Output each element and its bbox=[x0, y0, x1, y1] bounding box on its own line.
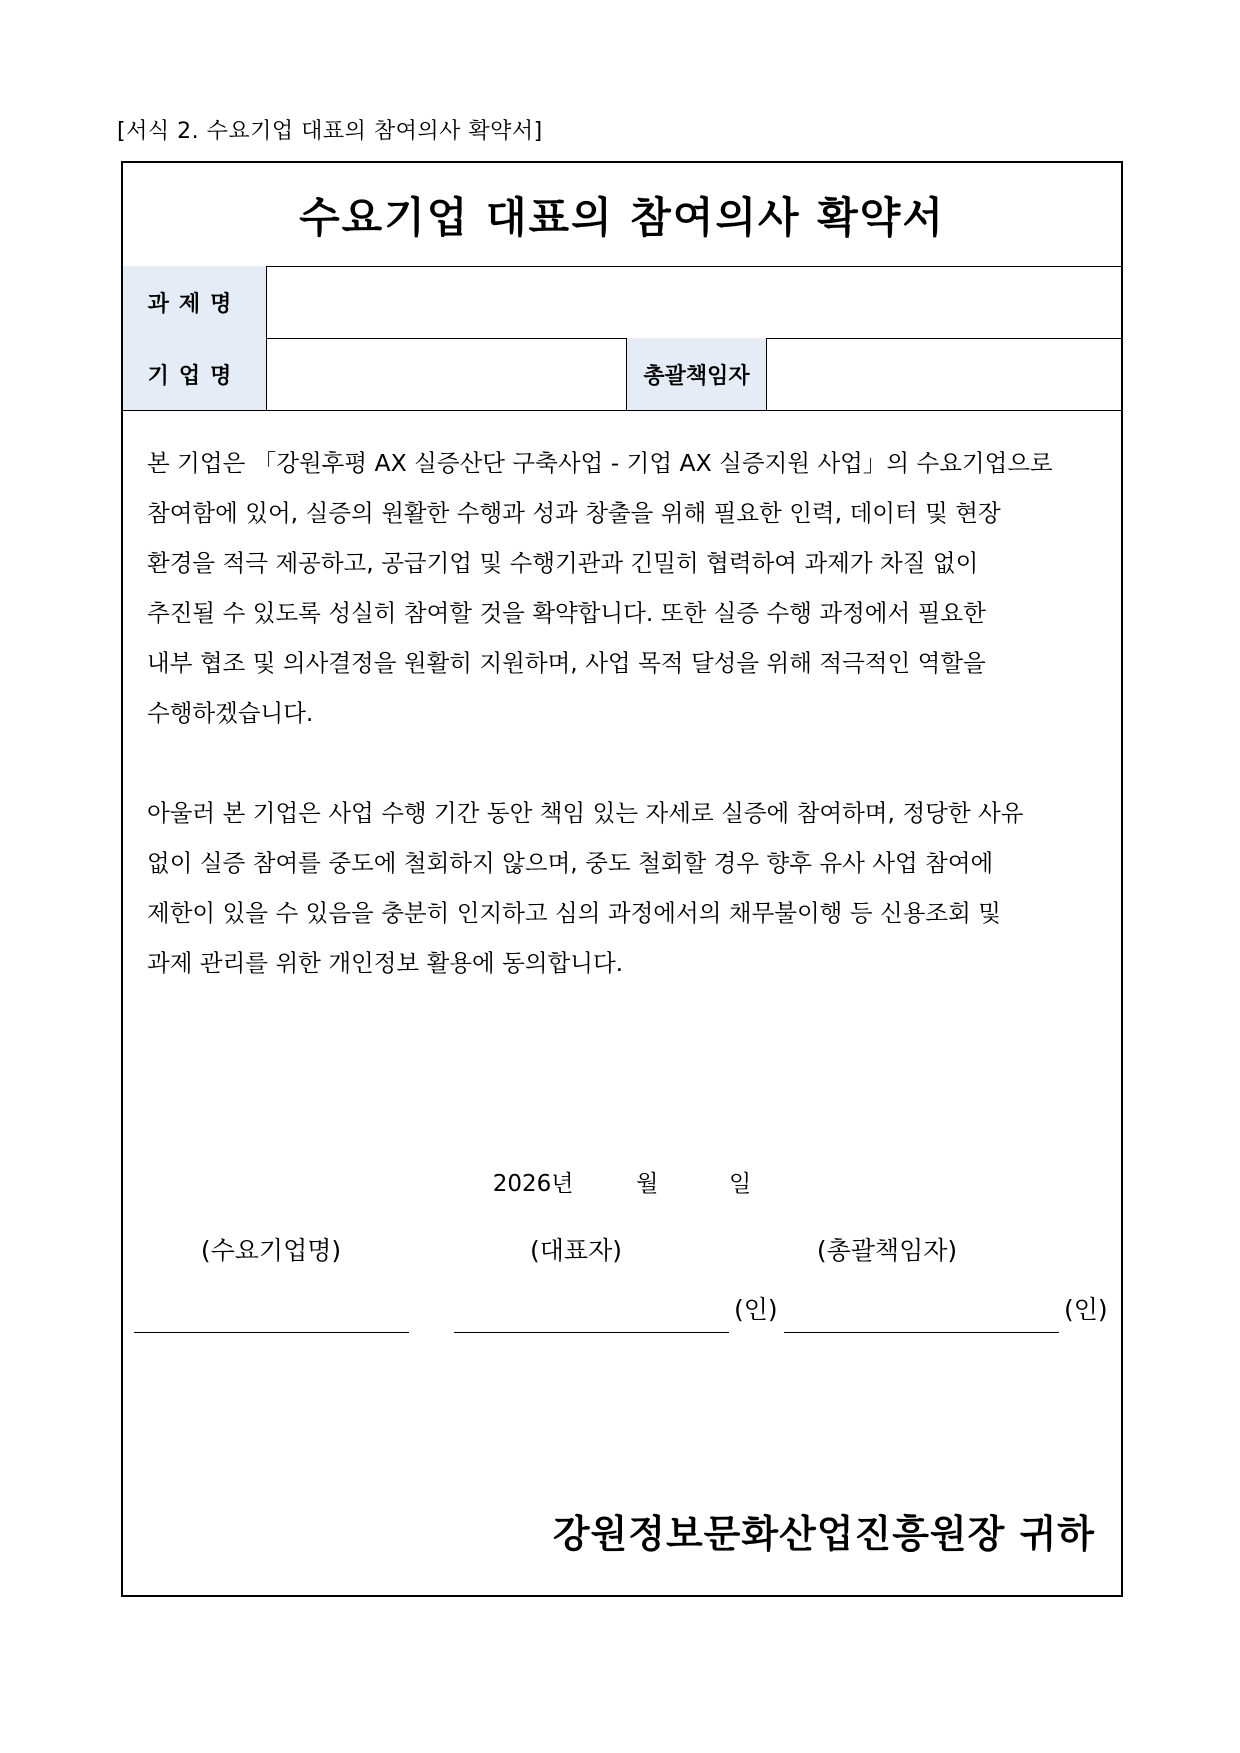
company-name-field[interactable] bbox=[267, 338, 627, 410]
paragraph-1-line: 본 기업은 「강원후평 AX 실증산단 구축사업 - 기업 AX 실증지원 사업」의 수요기업으로 bbox=[147, 449, 1053, 477]
manager-signature-label: (총괄책임자) bbox=[816, 1236, 958, 1265]
representative-signature-line[interactable] bbox=[454, 1332, 729, 1333]
manager-signature-line[interactable] bbox=[784, 1332, 1059, 1333]
company-name-label: 기업명 bbox=[123, 338, 267, 410]
paragraph-1-line: 추진될 수 있도록 성실히 참여할 것을 확약합니다. 또한 실증 수행 과정에서 필요한 bbox=[147, 599, 986, 627]
manager-label: 총괄책임자 bbox=[627, 338, 767, 410]
form-number-label: [서식 2. 수요기업 대표의 참여의사 확약서] bbox=[117, 119, 543, 144]
paragraph-1-line: 내부 협조 및 의사결정을 원활히 지원하며, 사업 목적 달성을 위해 적극적인 역할을 bbox=[147, 649, 986, 677]
company-signature-line[interactable] bbox=[134, 1332, 409, 1333]
date-year: 2026년 bbox=[492, 1171, 574, 1197]
paragraph-2-line: 없이 실증 참여를 중도에 철회하지 않으며, 중도 철회할 경우 향후 유사 사업 참여에 bbox=[147, 849, 994, 877]
representative-signature-label: (대표자) bbox=[530, 1236, 622, 1265]
paragraph-2 bbox=[147, 788, 1101, 988]
date-month: 월 bbox=[636, 1171, 659, 1197]
company-name-row bbox=[123, 338, 1121, 411]
document-title: 수요기업 대표의 참여의사 확약서 bbox=[123, 163, 1121, 267]
date-day: 일 bbox=[729, 1171, 752, 1197]
project-name-row bbox=[123, 266, 1121, 339]
paragraph-2-line: 아울러 본 기업은 사업 수행 기간 동안 책임 있는 자세로 실증에 참여하며, 정당한 사유 bbox=[147, 799, 1024, 827]
paragraph-1 bbox=[147, 438, 1101, 738]
addressee: 강원정보문화산업진흥원장 귀하 bbox=[552, 1512, 1095, 1556]
paragraph-1-line: 환경을 적극 제공하고, 공급기업 및 수행기관과 긴밀히 협력하여 과제가 차질 없이 bbox=[147, 549, 979, 577]
representative-seal-mark: (인) bbox=[734, 1295, 778, 1324]
paragraph-1-line: 참여함에 있어, 실증의 원활한 수행과 성과 창출을 위해 필요한 인력, 데이터 및 현장 bbox=[147, 499, 1001, 527]
project-name-label: 과제명 bbox=[123, 266, 267, 338]
manager-field[interactable] bbox=[767, 338, 1121, 410]
paragraph-2-line: 제한이 있을 수 있음을 충분히 인지하고 심의 과정에서의 채무불이행 등 신용조회 및 bbox=[147, 899, 1002, 927]
company-signature-label: (수요기업명) bbox=[200, 1236, 342, 1265]
pledge-form-frame bbox=[121, 161, 1123, 1597]
signing-date bbox=[123, 1165, 1121, 1198]
manager-seal-mark: (인) bbox=[1064, 1295, 1108, 1324]
paragraph-1-line: 수행하겠습니다. bbox=[147, 699, 314, 727]
pledge-body bbox=[147, 438, 1101, 988]
project-name-field[interactable] bbox=[267, 266, 1121, 338]
paragraph-2-line: 과제 관리를 위한 개인정보 활용에 동의합니다. bbox=[147, 949, 624, 977]
